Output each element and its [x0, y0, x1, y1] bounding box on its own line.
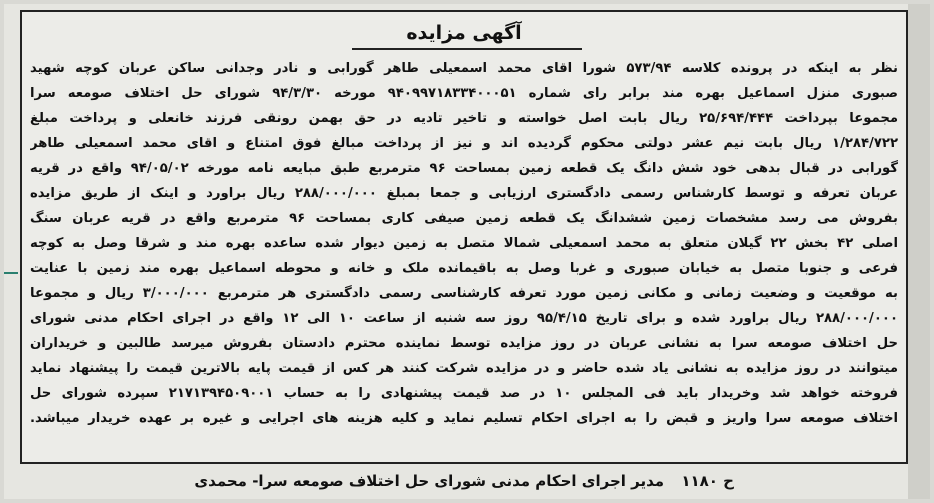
notice-line: ۲۸۸/۰۰۰/۰۰۰ ریال براورد شده و برای تاریخ ۹۵/۴/۱۵ روز سه شنبه از ساعت ۱۰ الی ۱۲ واقع در اجرای احکام مدنی شورای — [30, 311, 898, 326]
notice-line: صبوری منزل اسماعیل بهره مند برابر رای شماره ۹۴۰۹۹۷۱۸۳۳۴۰۰۰۵۱ مورخه ۹۴/۳/۳۰ شورای حل اختلاف صومعه سرا — [30, 86, 898, 101]
notice-line: فروخته خواهد شد وخریدار باید فی المجلس ۱۰ در صد قیمت پیشنهادی را به حساب ۲۱۷۱۳۹۴۵۰۹۰۰۱ سپرده شورای حل — [30, 386, 898, 401]
newspaper-clipping — [4, 4, 930, 499]
notice-title: آگهی مزایده — [406, 22, 522, 44]
notice-line: گورابی در قبال بدهی خود شش دانگ یک قطعه زمین بمساحت ۹۶ مترمربع طبق مبایعه نامه مورخه ۹۴/۰۵/۰۲ واقع در قریه — [30, 161, 898, 176]
notice-line: نظر به اینکه در پرونده کلاسه ۵۷۳/۹۴ شورا اقای محمد اسمعیلی طاهر گورابی و نادر وجدانی ساکن عربان کوچه شهید — [30, 61, 898, 76]
notice-line: حل اختلاف صومعه سرا به نشانی عربان در روز مزایده توسط نماینده محترم دادستان بفروش میرسد طالبین و خریداران — [30, 336, 898, 351]
notice-line: میتوانند در روز مزایده به نشانی یاد شده حاضر و در مزایده شرکت کنند هر کس از قیمت پایه بالاترین قیمت را پیشنهاد نماید — [30, 361, 898, 376]
signature-code: ح ۱۱۸۰ — [681, 472, 734, 490]
title-underline — [352, 48, 582, 50]
notice-line: ۱/۲۸۴/۷۲۲ ریال بابت نیم عشر دولتی محکوم گردیده اند و نیز از پرداخت مبالغ فوق امتناع و اقای محمد اسمعیلی طاهر — [30, 136, 898, 151]
page-edge — [908, 4, 930, 499]
signature-text: مدیر اجرای احکام مدنی شورای حل اختلاف صومعه سرا- محمدی — [194, 472, 665, 490]
notice-line: اصلی ۴۲ بخش ۲۲ گیلان متعلق به محمد اسمعیلی شمالا متصل به زمین دیوار شده ساعده بهره مند و شرقا وصل به کوچه — [30, 236, 898, 251]
notice-line: بفروش می رسد مشخصات زمین ششدانگ یک قطعه زمین صیفی کاری بمساحت ۹۶ مترمربع واقع در قریه عربان سنگ — [30, 211, 898, 226]
notice-body — [30, 56, 898, 431]
notice-line: اختلاف صومعه سرا واریز و قبض را به اجرای احکام تسلیم نماید و کلیه هزینه های اجرایی و غیره بر عهده خریدار میباشد. — [30, 411, 898, 426]
notice-line: مجموعا بپرداخت ۲۵/۶۹۴/۴۴۴ ریال بابت اصل خواسته و تاخیر تادیه در حق بهمن رونقی فرزند خانعلی و پرداخت مبلغ — [30, 111, 898, 126]
notice-line: عربان تعرفه و توسط کارشناس رسمی دادگستری ارزیابی و جمعا بمبلغ ۲۸۸/۰۰۰/۰۰۰ ریال براورد و اینک از طریق مزایده — [30, 186, 898, 201]
notice-line: به موقعیت و وضعیت زمانی و مکانی زمین مورد تعرفه کارشناسی رسمی دادگستری هر مترمربع ۳/۰۰۰/۰۰۰ ریال و مجموعا — [30, 286, 898, 301]
margin-mark — [4, 272, 18, 274]
notice-frame — [20, 10, 908, 464]
notice-signature — [194, 472, 734, 490]
notice-line: فرعی و جنوبا متصل به خیابان صبوری و غربا وصل به باقیمانده ملک و خانه و محوطه اسماعیل بهره مند زمین با عنایت — [30, 261, 898, 276]
